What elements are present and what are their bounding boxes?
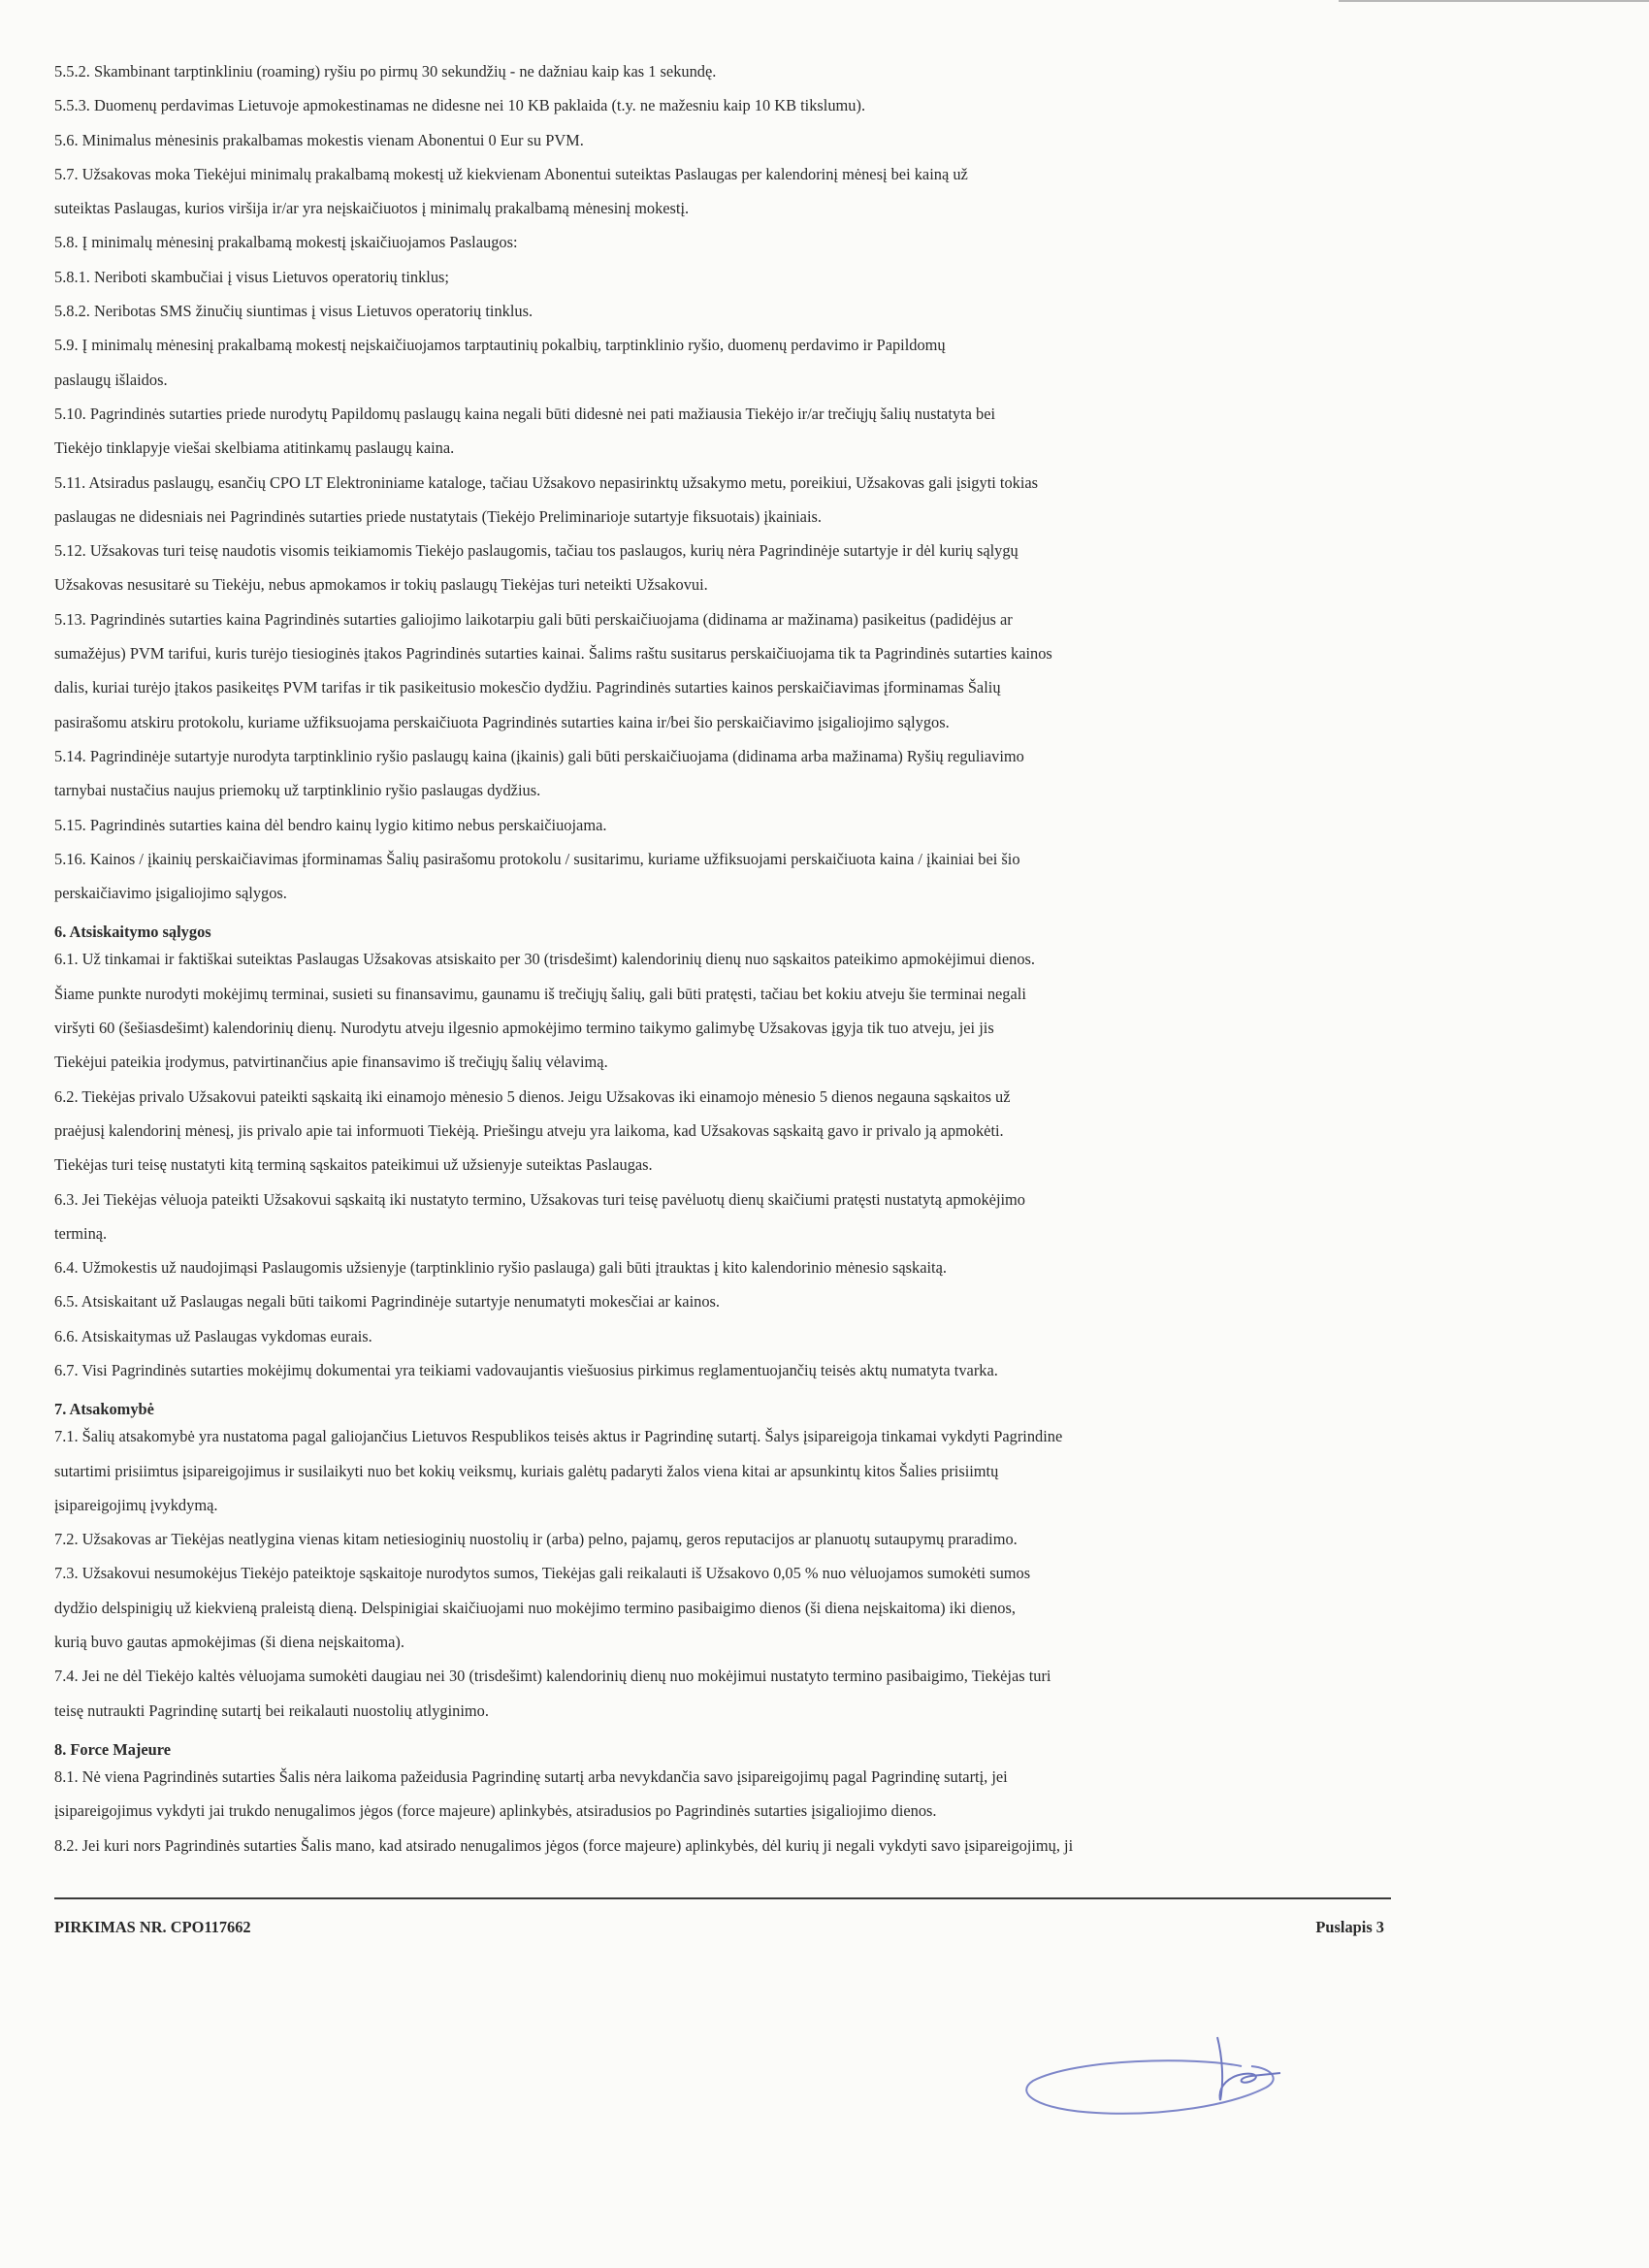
section-6-body	[54, 942, 1315, 1387]
document-line: tarnybai nustačius naujus priemokų už tarptinklinio ryšio paslaugas dydžius.	[54, 781, 541, 800]
document-line: sumažėjus) PVM tarifui, kuris turėjo tiesioginės įtakos Pagrindinės sutarties kainai. Šalims raštu susitarus perskaičiuojama tik ta Pagrindinės sutarties kainos	[54, 644, 1052, 664]
document-line: praėjusį kalendorinį mėnesį, jis privalo apie tai informuoti Tiekėją. Priešingu atveju yra laikoma, kad Užsakovas sąskaitą gavo ir privalo ją apmokėti.	[54, 1120, 1004, 1140]
document-line: 6.7. Visi Pagrindinės sutarties mokėjimų dokumentai yra teikiami vadovaujantis viešuosius pirkimus reglamentuojančių teisės aktų numatyta tvarka.	[54, 1360, 998, 1379]
footer-page-number: Puslapis 3	[1315, 1918, 1384, 1936]
document-line: terminą.	[54, 1223, 108, 1243]
document-line: Šiame punkte nurodyti mokėjimų terminai, susieti su finansavimu, gaunamu iš trečiųjų šalių, gali būti pratęsti, tačiau bet kokiu atveju šie terminai negali	[54, 984, 1026, 1003]
document-line: 5.12. Užsakovas turi teisę naudotis visomis teikiamomis Tiekėjo paslaugomis, tačiau tos paslaugos, kurių nėra Pagrindinėje sutartyje ir dėl kurių sąlygų	[54, 541, 1018, 561]
document-line: 6.4. Užmokestis už naudojimąsi Paslaugomis užsienyje (tarptinklinio ryšio paslauga) gali būti įtrauktas į kito kalendorinio mėnesio sąskaitą.	[54, 1258, 947, 1278]
document-line: 8.2. Jei kuri nors Pagrindinės sutarties Šalis mano, kad atsirado nenugalimos jėgos (force majeure) aplinkybės, dėl kurių ji negali vykdyti savo įsipareigojimų, ji	[54, 1835, 1074, 1855]
document-line: 5.8. Į minimalų mėnesinį prakalbamą mokestį įskaičiuojamos Paslaugos:	[54, 233, 518, 252]
document-line: 6.2. Tiekėjas privalo Užsakovui pateikti sąskaitą iki einamojo mėnesio 5 dienos. Jeigu Užsakovas iki einamojo mėnesio 5 dienos negauna sąskaitos už	[54, 1086, 1011, 1106]
document-line: Užsakovas nesusitarė su Tiekėju, nebus apmokamos ir tokių paslaugų Tiekėjas turi neteikti Užsakovui.	[54, 575, 708, 595]
document-line: 8.1. Nė viena Pagrindinės sutarties Šalis nėra laikoma pažeidusia Pagrindinę sutartį arba nevykdančia savo įsipareigojimų pagal Pagrindinę sutartį, jei	[54, 1766, 1008, 1786]
document-line: kurią buvo gautas apmokėjimas (ši diena neįskaitoma).	[54, 1633, 404, 1652]
document-line: 5.11. Atsiradus paslaugų, esančių CPO LT Elektroniniame kataloge, tačiau Užsakovo nepasirinktų užsakymo metu, poreikiui, Užsakovas gali įsigyti tokias	[54, 472, 1039, 492]
document-line: teisę nutraukti Pagrindinę sutartį bei reikalauti nuostolių atlyginimo.	[54, 1701, 489, 1720]
document-line: pasirašomu atskiru protokolu, kuriame užfiksuojama perskaičiuota Pagrindinės sutarties kaina ir/bei šio perskaičiavimo įsigaliojimo sąlygos.	[54, 712, 950, 731]
section-8-heading: 8. Force Majeure	[54, 1739, 171, 1759]
document-line: 5.8.1. Neriboti skambučiai į visus Lietuvos operatorių tinklus;	[54, 267, 449, 286]
handwritten-signature-icon	[1018, 2027, 1310, 2134]
document-line: įsipareigojimus vykdyti jai trukdo nenugalimos jėgos (force majeure) aplinkybės, atsiradusios po Pagrindinės sutarties įsigaliojimo dienos.	[54, 1801, 937, 1821]
document-line: paslaugas ne didesniais nei Pagrindinės sutarties priede nustatytais (Tiekėjo Preliminarioje sutartyje fiksuotais) įkainiais.	[54, 506, 822, 526]
document-line: 6.6. Atsiskaitymas už Paslaugas vykdomas eurais.	[54, 1326, 372, 1345]
scan-edge-line	[1339, 0, 1649, 2]
document-line: 5.14. Pagrindinėje sutartyje nurodyta tarptinklinio ryšio paslaugų kaina (įkainis) gali būti perskaičiuojama (didinama arba mažinama) Ryšių reguliavimo	[54, 746, 1024, 765]
document-line: 5.9. Į minimalų mėnesinį prakalbamą mokestį neįskaičiuojamos tarptautinių pokalbių, tarptinklinio ryšio, duomenų perdavimo ir Papildomų	[54, 336, 946, 355]
section-7-heading: 7. Atsakomybė	[54, 1400, 154, 1419]
document-line: 5.6. Minimalus mėnesinis prakalbamas mokestis vienam Abonentui 0 Eur su PVM.	[54, 130, 584, 149]
document-line: 5.13. Pagrindinės sutarties kaina Pagrindinės sutarties galiojimo laikotarpiu gali būti perskaičiuojama (didinama ar mažinama) pasikeitus (padidėjus ar	[54, 609, 1013, 629]
document-body	[54, 54, 1315, 1863]
document-line: paslaugų išlaidos.	[54, 370, 168, 389]
document-line: dalis, kuriai turėjo įtakos pasikeitęs PVM tarifas ir tik pasikeitusio mokesčio dydžiu. Pagrindinės sutarties kainos perskaičiavimas įforminamas Šalių	[54, 678, 1001, 697]
document-line: 5.5.2. Skambinant tarptinkliniu (roaming) ryšiu po pirmų 30 sekundžių - ne dažniau kaip kas 1 sekundę.	[54, 62, 717, 81]
document-line: 5.16. Kainos / įkainių perskaičiavimas įforminamas Šalių pasirašomu protokolu / susitarimu, kuriame užfiksuojami perskaičiuota kaina / įkainiai bei šio	[54, 849, 1020, 868]
document-line: dydžio delspinigių už kiekvieną praleistą dieną. Delspinigiai skaičiuojami nuo mokėjimo termino pasibaigimo dienos (ši diena neįskaitoma) iki dienos,	[54, 1598, 1016, 1617]
document-line: Tiekėjo tinklapyje viešai skelbiama atitinkamų paslaugų kaina.	[54, 438, 455, 458]
document-line: perskaičiavimo įsigaliojimo sąlygos.	[54, 884, 287, 903]
document-line: 5.15. Pagrindinės sutarties kaina dėl bendro kainų lygio kitimo nebus perskaičiuojama.	[54, 815, 607, 834]
section-6-heading: 6. Atsiskaitymo sąlygos	[54, 923, 211, 942]
section-8-body	[54, 1760, 1315, 1863]
footer-divider	[54, 1897, 1391, 1899]
section-5-continued	[54, 54, 1315, 910]
document-line: Tiekėjui pateikia įrodymus, patvirtinančius apie finansavimo iš trečiųjų šalių vėlavimą.	[54, 1053, 608, 1072]
document-line: 6.3. Jei Tiekėjas vėluoja pateikti Užsakovui sąskaitą iki nustatyto termino, Užsakovas turi teisę pavėluotų dienų skaičiumi pratęsti nustatytą apmokėjimo	[54, 1189, 1025, 1209]
document-line: 7.2. Užsakovas ar Tiekėjas neatlygina vienas kitam netiesioginių nuostolių ir (arba) pelno, pajamų, geros reputacijos ar planuotų sutaupymų praradimo.	[54, 1530, 1018, 1549]
footer-procurement-number: PIRKIMAS NR. CPO117662	[54, 1918, 251, 1936]
document-line: 5.5.3. Duomenų perdavimas Lietuvoje apmokestinamas ne didesne nei 10 KB paklaida (t.y. ne mažesniu kaip 10 KB tikslumu).	[54, 96, 866, 115]
document-line: sutartimi prisiimtus įsipareigojimus ir susilaikyti nuo bet kokių veiksmų, kuriais galėtų padaryti žalos viena kitai ar apsunkintų kitos Šalies prisiimtų	[54, 1461, 999, 1480]
document-line: įsipareigojimų įvykdymą.	[54, 1495, 218, 1514]
document-line: 5.7. Užsakovas moka Tiekėjui minimalų prakalbamą mokestį už kiekvienam Abonentui suteiktas Paslaugas per kalendorinį mėnesį bei kainą už	[54, 164, 968, 183]
document-line: 7.4. Jei ne dėl Tiekėjo kaltės vėluojama sumokėti daugiau nei 30 (trisdešimt) kalendorinių dienų nuo mokėjimui nustatyto termino pasibaigimo, Tiekėjas turi	[54, 1667, 1051, 1686]
document-line: suteiktas Paslaugas, kurios viršija ir/ar yra neįskaičiuotos į minimalų prakalbamą mėnesinį mokestį.	[54, 199, 690, 218]
document-line: Tiekėjas turi teisę nustatyti kitą terminą sąskaitos pateikimui už užsienyje suteiktas Paslaugas.	[54, 1155, 653, 1175]
document-line: viršyti 60 (šešiasdešimt) kalendorinių dienų. Nurodytu atveju ilgesnio apmokėjimo termino taikymo galimybę Užsakovas įgyja tik tuo atveju, jei jis	[54, 1019, 994, 1038]
document-line: 6.5. Atsiskaitant už Paslaugas negali būti taikomi Pagrindinėje sutartyje nenumatyti mokesčiai ar kainos.	[54, 1292, 720, 1312]
document-line: 7.1. Šalių atsakomybė yra nustatoma pagal galiojančius Lietuvos Respublikos teisės aktus ir Pagrindinę sutartį. Šalys įsipareigoja tinkamai vykdyti Pagrindine	[54, 1427, 1063, 1446]
document-line: 7.3. Užsakovui nesumokėjus Tiekėjo pateiktoje sąskaitoje nurodytos sumos, Tiekėjas gali reikalauti iš Užsakovo 0,05 % nuo vėluojamos sumokėti sumos	[54, 1564, 1031, 1583]
section-7-body	[54, 1419, 1315, 1728]
document-line: 5.8.2. Neribotas SMS žinučių siuntimas į visus Lietuvos operatorių tinklus.	[54, 302, 534, 321]
document-line: 6.1. Už tinkamai ir faktiškai suteiktas Paslaugas Užsakovas atsiskaito per 30 (trisdešimt) kalendorinių dienų nuo sąskaitos pateikimo apmokėjimui dienos.	[54, 950, 1036, 969]
document-line: 5.10. Pagrindinės sutarties priede nurodytų Papildomų paslaugų kaina negali būti didesnė nei pati mažiausia Tiekėjo ir/ar trečiųjų šalių nustatyta bei	[54, 404, 996, 423]
